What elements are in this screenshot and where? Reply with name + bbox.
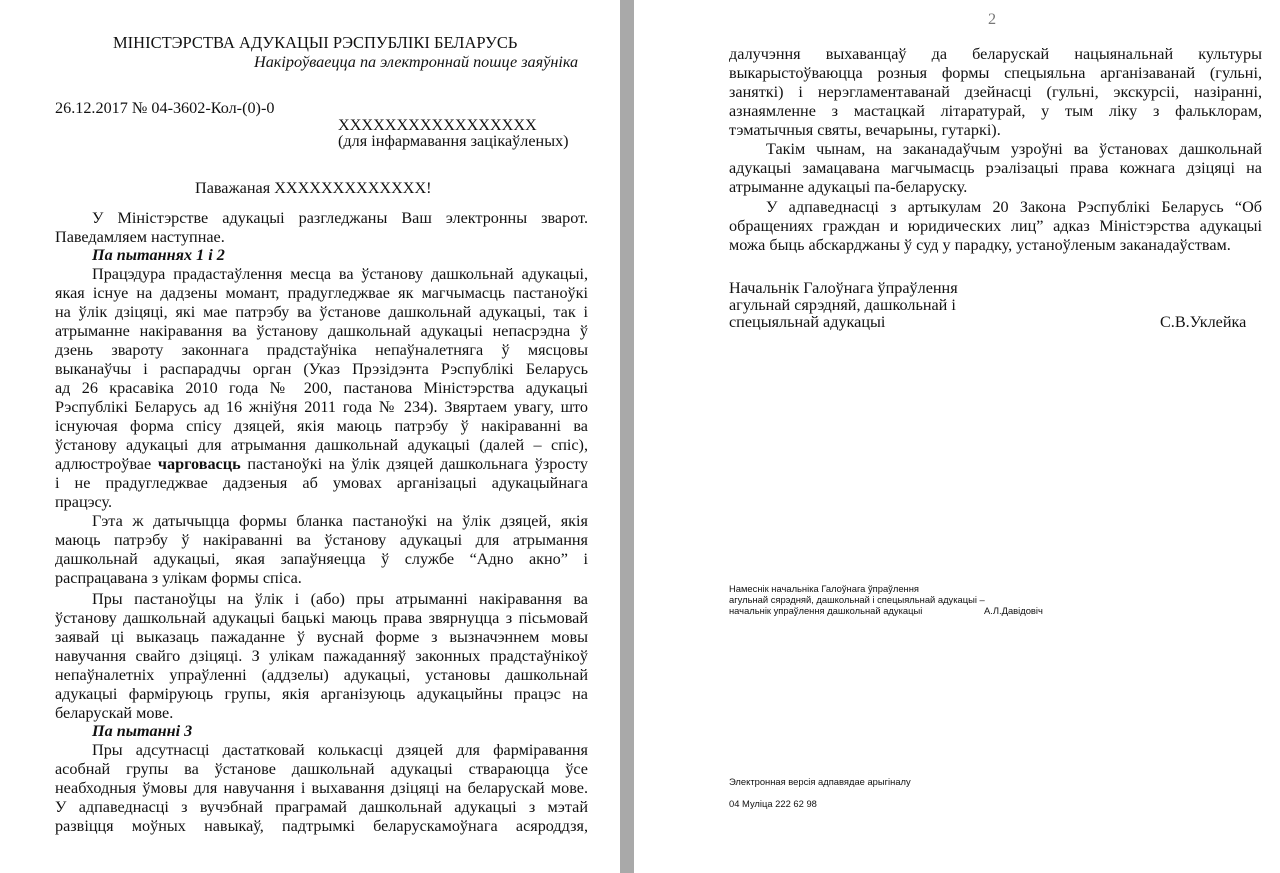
text-line: навучання свайго дзіцяці. З улікам пажаданняў законных прадстаўнікоў bbox=[55, 647, 588, 665]
text-line: развіцця моўных навыкаў, падтрымкі беларускамоўнага асяроддзя, bbox=[55, 817, 588, 835]
document-page-2 bbox=[634, 0, 1280, 873]
text-line: адукацыі фарміруюць групы, якія арганізуюць адукацыйны працэс на bbox=[55, 685, 588, 703]
signature-title-line: спецыяльнай адукацыі bbox=[729, 313, 886, 331]
intro-line: Паведамляем наступнае. bbox=[55, 228, 225, 246]
text-line: ўстанову адукацыі для атрымання дашкольнай адукацыі (далей – спіс), bbox=[55, 436, 588, 454]
visa-line: Намеснік начальніка Галоўнага ўпраўлення bbox=[729, 583, 919, 594]
visa-line: начальнік упраўлення дашкольнай адукацыі bbox=[729, 605, 923, 616]
text-line: адлюстроўвае чарговасць пастаноўкі на ўлік дзяцей дашкольнага ўзросту bbox=[55, 455, 588, 473]
text-line: на ўлік дзіцяці, які мае патрэбу ва ўстанове дашкольнай адукацыі, так і bbox=[55, 303, 588, 321]
text-line: заявай ці выказаць пажаданне ў вуснай форме з вызначэннем мовы bbox=[55, 628, 588, 646]
addressee: XXXXXXXXXXXXXXXXX bbox=[338, 116, 537, 134]
reference-number: 26.12.2017 № 04-3602-Кол-(0)-0 bbox=[55, 99, 275, 117]
text-line: Рэспублікі Беларусь ад 16 жніўня 2011 года № 234). Звяртаем увагу, што bbox=[55, 398, 588, 416]
text-line: атрыманне накіравання ва ўстанову дашкольнай адукацыі непасрэдна ў bbox=[55, 322, 588, 340]
intro-line: У Міністэрстве адукацыі разгледжаны Ваш электронны зварот. bbox=[92, 209, 588, 227]
text-line: Пры адсутнасці дастатковай колькасці дзяцей для фарміравання bbox=[92, 741, 588, 759]
text-line: адукацыі замацавана магчымасць рэалізацыі права кожнага дзіцяці на bbox=[729, 159, 1262, 177]
visa-line: агульнай сярэдняй, дашкольнай і спецыяльнай адукацыі – bbox=[729, 594, 985, 605]
text-line: можа быць абскарджаны ў суд у парадку, устаноўленым заканадаўствам. bbox=[729, 236, 1231, 254]
text-line: ўстанову дашкольнай адукацыі бацькі маюць права звярнуцца з пісьмовай bbox=[55, 609, 588, 627]
text-line: якая існуе на дадзены момант, прадугледжвае як магчымасць пастаноўкі bbox=[55, 284, 588, 302]
text-line: распрацавана з улікам формы спіса. bbox=[55, 569, 302, 587]
footer-note: Электронная версія адпавядае арыгіналу bbox=[729, 776, 911, 787]
text-line: обращениях граждан и юридических лиц” адказ Міністэрства адукацыі bbox=[729, 217, 1262, 235]
text-line: выканаўчы і распарадчы орган (Указ Прэзідэнта Рэспублікі Беларусь bbox=[55, 360, 588, 378]
text-line: далучэння выхаванцаў да беларускай нацыянальнай культуры bbox=[729, 45, 1262, 63]
text-line: беларускай мове. bbox=[55, 704, 174, 722]
salutation: Паважаная XXXXXXXXXXXXX! bbox=[195, 179, 432, 197]
text-line: Пры пастаноўцы на ўлік і (або) пры атрыманні накіравання ва bbox=[92, 590, 588, 608]
page-gutter bbox=[620, 0, 634, 873]
text-line: і не прадугледжвае дадзеныя аб умовах арганізацыі адукацыйнага bbox=[55, 474, 588, 492]
signatory-name: С.В.Уклейка bbox=[1160, 313, 1247, 331]
delivery-note: Накіроўваецца па электроннай пошце заяўніка bbox=[254, 53, 579, 71]
text-line: У адпаведнасці з вучэбнай праграмай дашкольнай адукацыі з мэтай bbox=[55, 798, 588, 816]
emphasis-word: чарговасць bbox=[157, 455, 241, 473]
addressee-note: (для інфармавання зацікаўленых) bbox=[338, 132, 569, 150]
text-line: Такім чынам, на заканадаўчым узроўні ва ўстановах дашкольнай bbox=[766, 140, 1262, 158]
section-heading: Па пытаннях 1 і 2 bbox=[92, 246, 225, 264]
text-line: Працэдура прадастаўлення месца ва ўстанову дашкольнай адукацыі, bbox=[92, 265, 588, 283]
text-line: атрыманне адукацыі па-беларуску. bbox=[729, 178, 968, 196]
text-line: У адпаведнасці з артыкулам 20 Закона Рэспублікі Беларусь “Об bbox=[766, 198, 1262, 216]
signature-title-line: Начальнік Галоўнага ўпраўлення bbox=[729, 279, 958, 297]
text-line: ад 26 красавіка 2010 года № 200, пастанова Міністэрства адукацыі bbox=[55, 379, 588, 397]
visa-name: А.Л.Давідовіч bbox=[984, 605, 1043, 616]
text-line: заняткі) і нерэгламентаванай дзейнасці (гульні, экскурсіі, назіранні, bbox=[729, 83, 1262, 101]
text-line: тэматычныя святы, вечарыны, гутаркі). bbox=[729, 121, 1001, 139]
text-line: неабходныя ўмовы для навучання і выхавання дзіцяці на беларускай мове. bbox=[55, 779, 588, 797]
text-line: працэсу. bbox=[55, 493, 113, 511]
text-line: дашкольнай адукацыі, якая запаўняецца ў службе “Адно акно” і bbox=[55, 550, 588, 568]
document-page-1 bbox=[0, 0, 620, 873]
text-line: існуючая форма спісу дзяцей, якія маюць патрэбу ў накіраванні ва bbox=[55, 417, 588, 435]
text-line: Гэта ж датычыцца формы бланка пастаноўкі на ўлік дзяцей, якія bbox=[92, 512, 588, 530]
text-line: непаўналетніх упраўленні (аддзелы) адукацыі, установы дашкольнай bbox=[55, 666, 588, 684]
page-number: 2 bbox=[988, 10, 997, 28]
footer-phone: 04 Муліца 222 62 98 bbox=[729, 798, 817, 809]
signature-title-line: агульнай сярэдняй, дашкольнай і bbox=[729, 296, 956, 314]
ministry-title: МІНІСТЭРСТВА АДУКАЦЫІ РЭСПУБЛІКІ БЕЛАРУСЬ bbox=[113, 33, 518, 52]
text-line: выкарыстоўваюцца розныя формы спецыяльна арганізаванай (гульні, bbox=[729, 64, 1262, 82]
text-line: дзень звароту законнага прадстаўніка непаўналетняга ў мясцовы bbox=[55, 341, 588, 359]
text-line: маюць патрэбу ў накіраванні ва ўстанову адукацыі для атрымання bbox=[55, 531, 588, 549]
section-heading: Па пытанні 3 bbox=[92, 722, 193, 740]
text-line: асобнай групы ва ўстанове дашкольнай адукацыі ствараюцца ўсе bbox=[55, 760, 588, 778]
text-line: азнаямленне з мастацкай літаратурай, у тым ліку з фальклорам, bbox=[729, 102, 1262, 120]
